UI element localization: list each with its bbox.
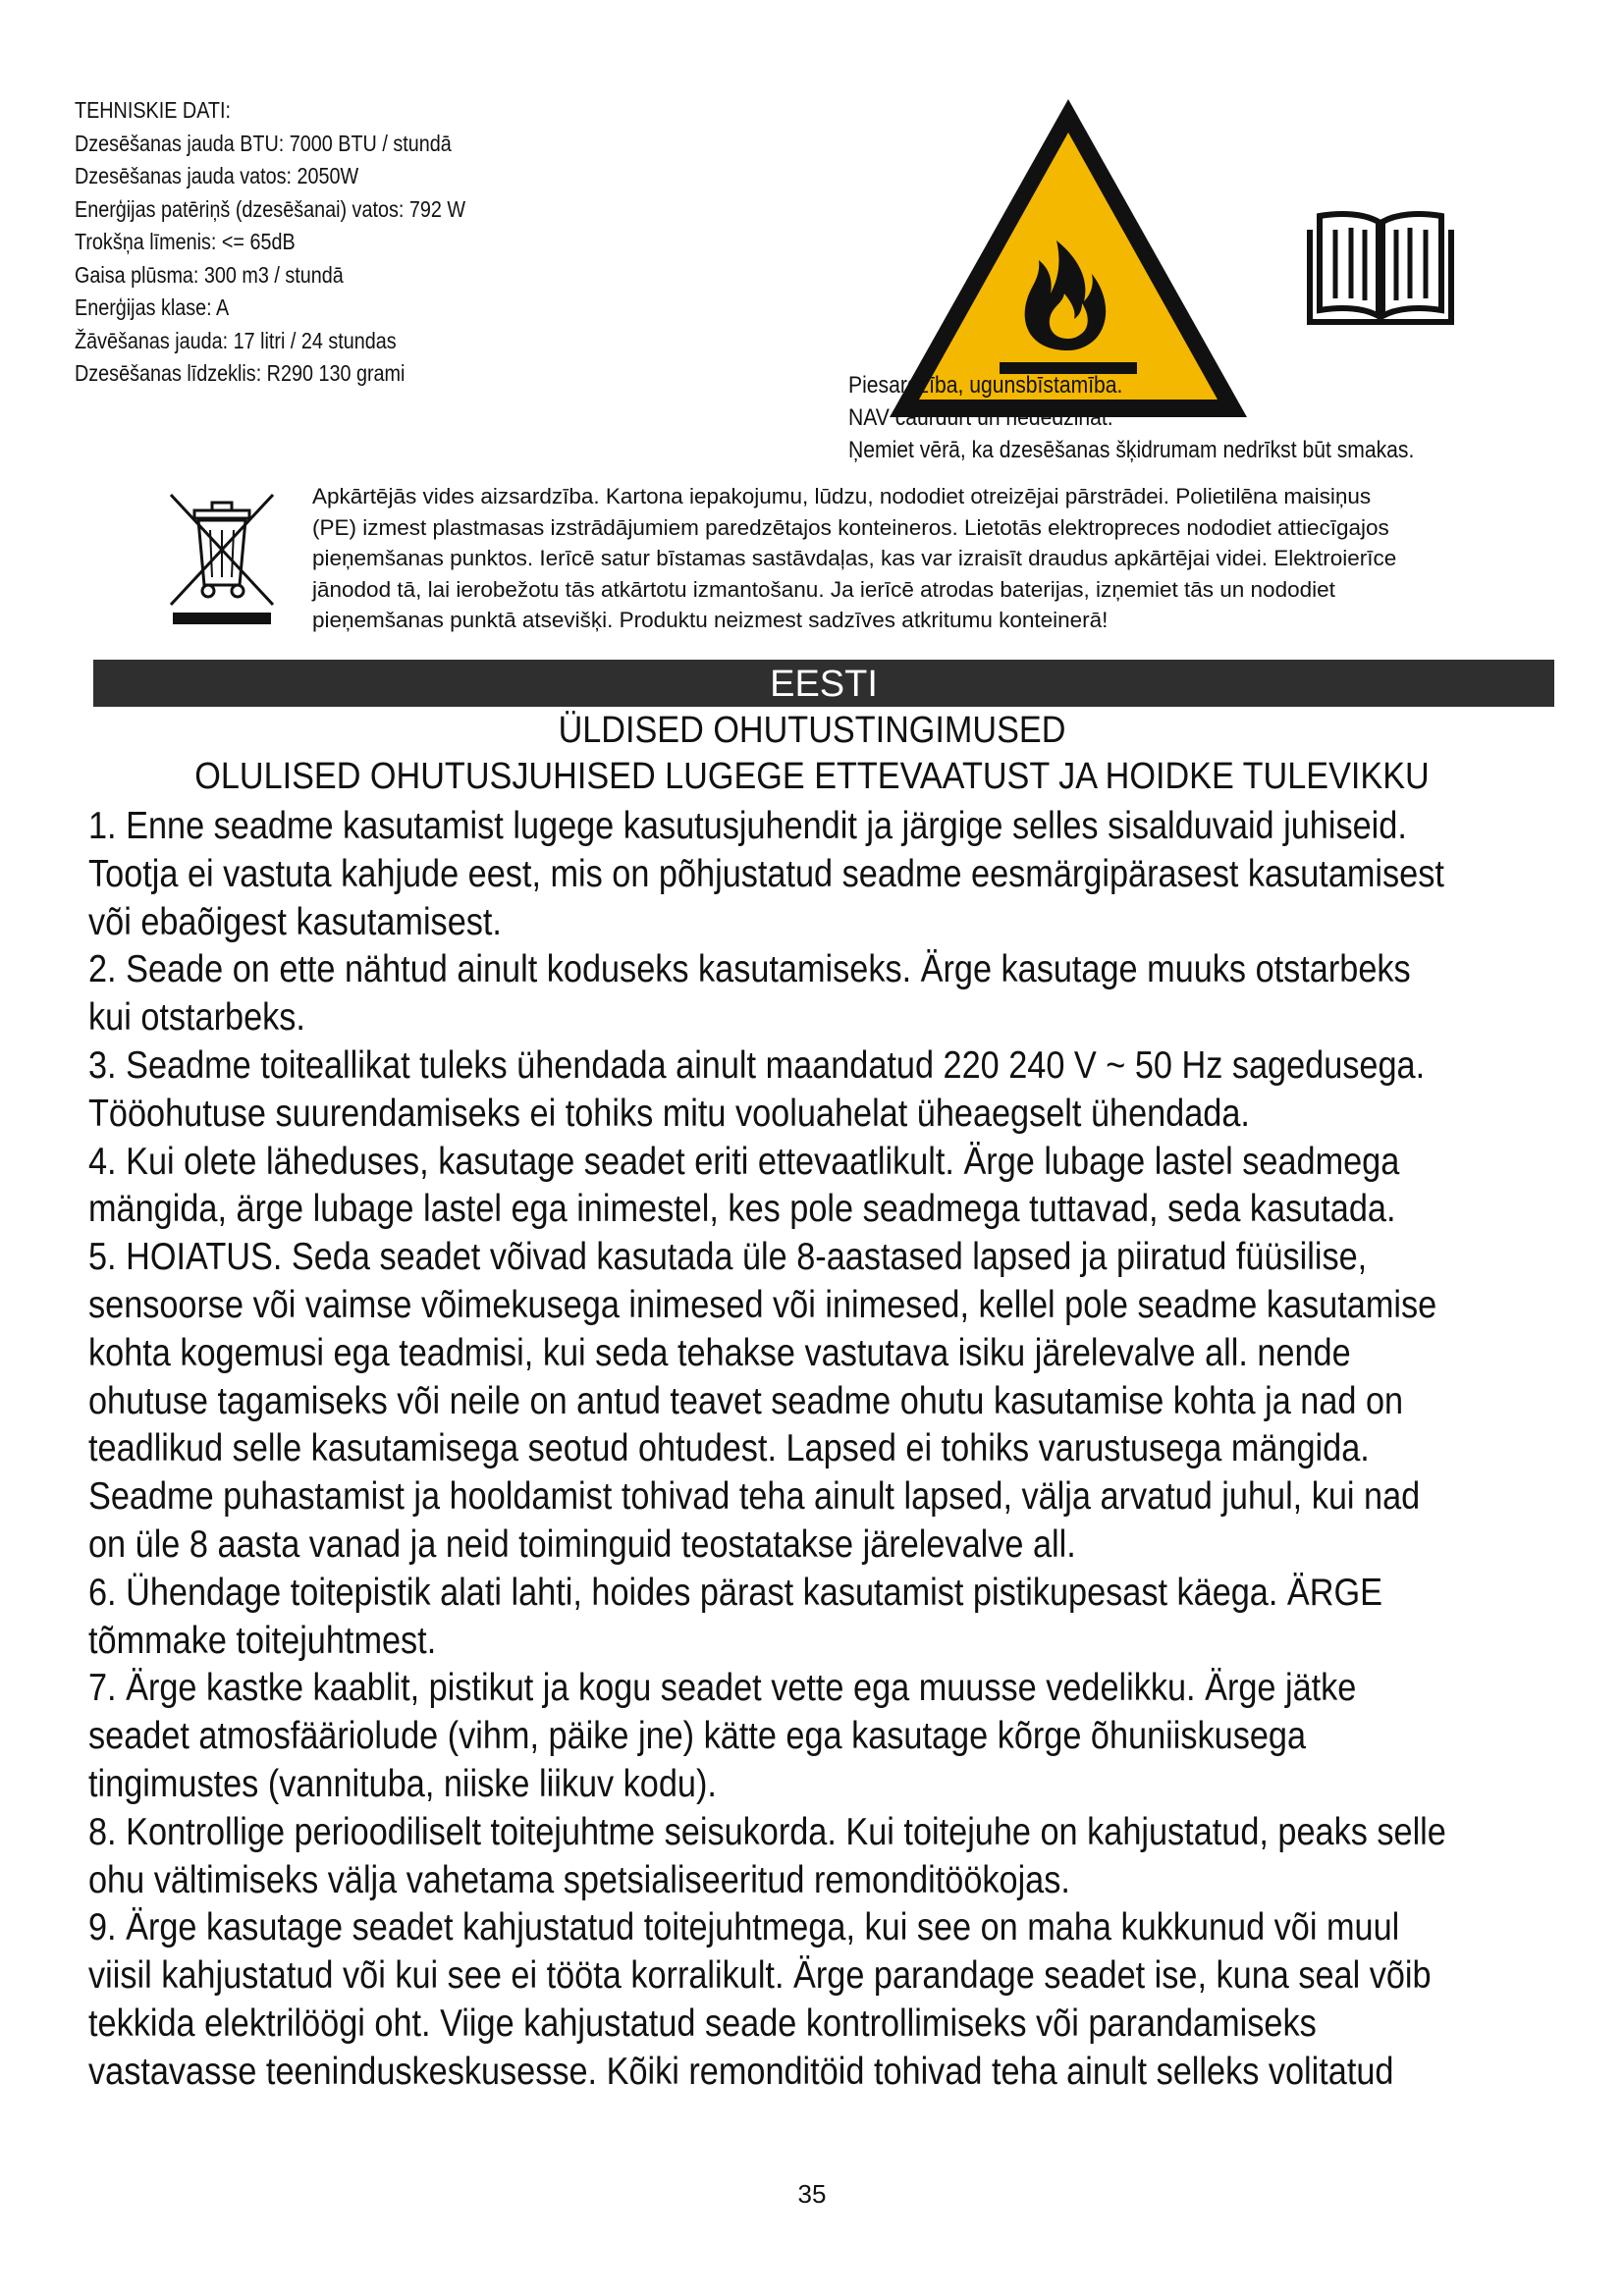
body-line: on üle 8 aasta vanad ja neid toiminguid teostatakse järelevalve all.: [88, 1522, 1076, 1566]
tech-line-title: TEHNISKIE DATI:: [75, 97, 232, 123]
env-line: Apkārtējās vides aizsardzība. Kartona iepakojumu, lūdzu, nododiet otreizējai pārstrādei. Polietilēna maisiņus: [312, 484, 1372, 508]
fire-note-puncture: NAV caurdurt un nededzināt.: [848, 404, 1113, 431]
body-line: seadet atmosfääriolude (vihm, päike jne) kätte ega kasutage kõrge õhuniiskusega: [88, 1715, 1307, 1758]
safety-instructions: [88, 803, 1478, 2097]
body-line: tõmmake toitejuhtmest.: [88, 1619, 437, 1662]
fire-note-odor: Ņemiet vērā, ka dzesēšanas šķidrumam nedrīkst būt smakas.: [848, 437, 1415, 463]
body-line: kui otstarbeks.: [88, 996, 305, 1040]
page-number: 35: [797, 2179, 827, 2209]
body-line: mängida, ärge lubage lastel ega inimestel, kes pole seadmega tuttavad, seda kasutada.: [88, 1188, 1396, 1231]
body-line: vastavasse teeninduskeskusesse. Kõiki remonditöid tohivad teha ainult selleks volitatud: [88, 2050, 1394, 2093]
tech-line-noise: Trokšņa līmenis: <= 65dB: [75, 229, 296, 254]
body-line: 1. Enne seadme kasutamist lugege kasutusjuhendit ja järgige selles sisalduvaid juhiseid.: [88, 805, 1407, 847]
body-line: Tööohutuse suurendamiseks ei tohiks mitu vooluahelat üheaegselt ühendada.: [88, 1092, 1250, 1135]
language-section-bar: EESTI: [93, 660, 1554, 707]
tech-line-drying: Žāvēšanas jauda: 17 litri / 24 stundas: [75, 327, 397, 353]
environment-notice: [312, 481, 1569, 636]
body-line: 4. Kui olete läheduses, kasutage seadet eriti ettevaatlikult. Ärge lubage lastel seadmega: [88, 1140, 1400, 1183]
env-line: pieņemšanas punktā atsevišķi. Produktu neizmest sadzīves atkritumu konteinerā!: [312, 608, 1109, 632]
body-line: tekkida elektrilöögi oht. Viige kahjustatud seade kontrollimiseks või parandamiseks: [88, 2002, 1317, 2045]
fire-note-caution: Piesardzība, ugunsbīstamība.: [848, 372, 1123, 399]
crossed-bin-icon: [167, 491, 277, 626]
body-line: või ebaõigest kasutamisest.: [88, 900, 502, 943]
body-line: viisil kahjustatud või kui see ei tööta korralikult. Ärge parandage seadet ise, kuna seal võib: [88, 1954, 1432, 1998]
body-line: 7. Ärge kastke kaablit, pistikut ja kogu seadet vette ega muusse vedelikku. Ärge jätke: [88, 1667, 1357, 1710]
body-line: 3. Seadme toiteallikat tuleks ühendada ainult maandatud 220 240 V ~ 50 Hz sagedusega.: [88, 1043, 1426, 1087]
env-line: (PE) izmest plastmasas izstrādājumiem paredzētajos konteineros. Lietotās elektropreces nododiet attiecīgajos: [312, 514, 1389, 540]
section-heading: ÜLDISED OHUTUSTINGIMUSED: [558, 710, 1066, 751]
body-line: Tootja ei vastuta kahjude eest, mis on põhjustatud seadme eesmärgipärasest kasutamisest: [88, 852, 1444, 895]
body-line: 6. Ühendage toitepistik alati lahti, hoides pärast kasutamist pistikupesast käega. ÄRGE: [88, 1571, 1383, 1614]
body-line: kohta kogemusi ega teadmisi, kui seda tehakse vastutava isiku järelevalve all. nende: [88, 1331, 1351, 1374]
fire-warning-notes: [848, 369, 1414, 466]
tech-line-airflow: Gaisa plūsma: 300 m3 / stundā: [75, 261, 344, 288]
env-line: jānodod tā, lai ierobežotu tās atkārtotu izmantošanu. Ja ierīcē atrodas baterijas, izņemiet tās un nododiet: [312, 576, 1335, 602]
env-line: pieņemšanas punktos. Ierīcē satur bīstamas sastāvdaļas, kas var izraisīt draudus apkārtējai videi. Elektroierīce: [312, 546, 1397, 570]
body-line: 9. Ärge kasutage seadet kahjustatud toitejuhtmega, kui see on maha kukkunud või muul: [88, 1906, 1400, 1949]
tech-line-watts: Dzesēšanas jauda vatos: 2050W: [75, 163, 359, 188]
tech-line-energy-class: Enerģijas klase: A: [75, 294, 230, 320]
body-line: 5. HOIATUS. Seda seadet võivad kasutada üle 8-aastased lapsed ja piiratud füüsilise,: [88, 1236, 1368, 1279]
body-line: tingimustes (vannituba, niiske liikuv kodu).: [88, 1762, 717, 1805]
tech-line-consumption: Enerģijas patēriņš (dzesēšanai) vatos: 792 W: [75, 195, 466, 222]
body-line: 2. Seade on ette nähtud ainult koduseks kasutamiseks. Ärge kasutage muuks otstarbeks: [88, 948, 1411, 991]
tech-line-refrigerant: Dzesēšanas līdzeklis: R290 130 grami: [75, 360, 406, 386]
open-book-icon: [1304, 208, 1457, 328]
section-subheading: OLULISED OHUTUSJUHISED LUGEGE ETTEVAATUST JA HOIDKE TULEVIKKU: [194, 756, 1430, 797]
technical-data: [75, 94, 514, 391]
body-line: ohu vältimiseks välja vahetama spetsialiseeritud remonditöökojas.: [88, 1858, 1070, 1901]
body-line: sensoorse või vaimse võimekusega inimesed või inimesed, kellel pole seadme kasutamise: [88, 1283, 1437, 1326]
body-line: Seadme puhastamist ja hooldamist tohivad teha ainult lapsed, välja arvatud juhul, kui nad: [88, 1475, 1421, 1519]
body-line: 8. Kontrollige perioodiliselt toitejuhtme seisukorda. Kui toitejuhe on kahjustatud, peaks selle: [88, 1810, 1446, 1853]
tech-line-btu: Dzesēšanas jauda BTU: 7000 BTU / stundā: [75, 130, 452, 156]
body-line: teadlikud selle kasutamisega seotud ohtudest. Lapsed ei tohiks varustusega mängida.: [88, 1427, 1370, 1470]
body-line: ohutuse tagamiseks või neile on antud teavet seadme ohutu kasutamise kohta ja nad on: [88, 1379, 1404, 1422]
